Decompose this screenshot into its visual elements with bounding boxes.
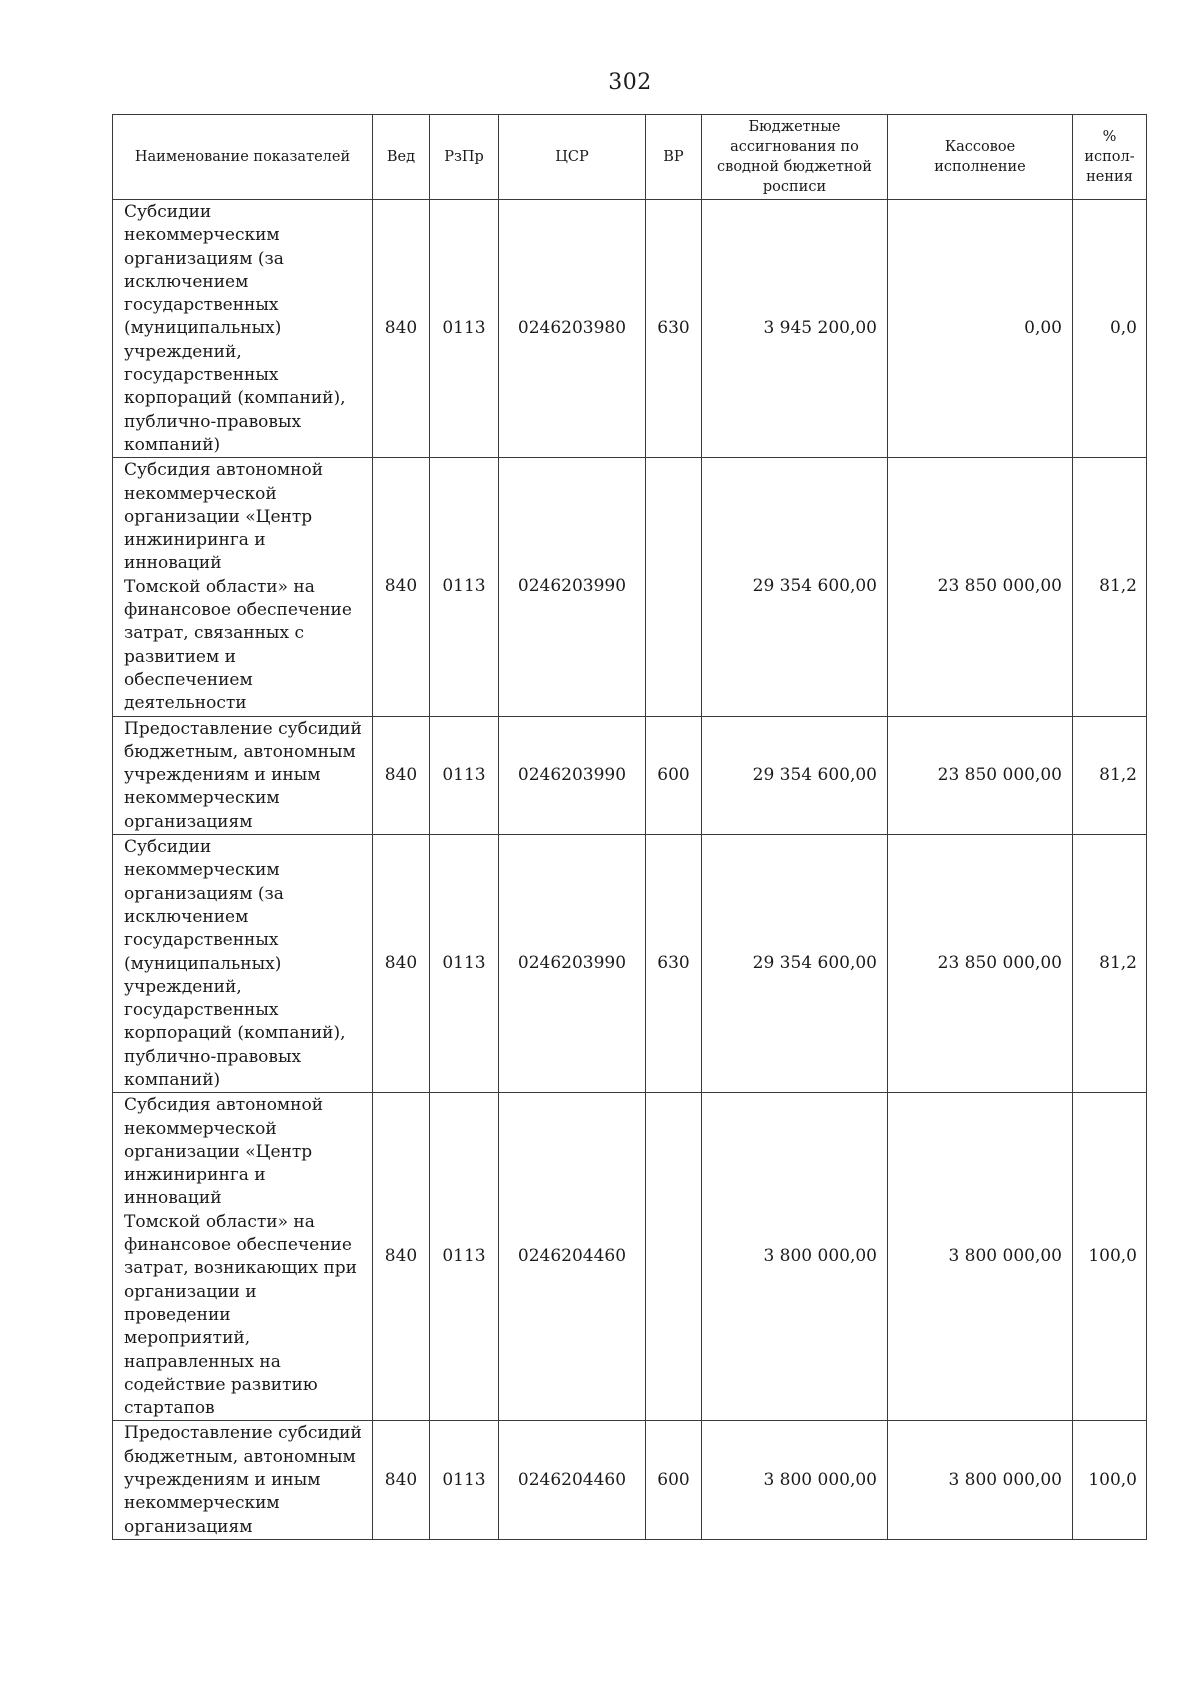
row-indicator-name [113, 458, 373, 716]
row-indicator-name [113, 1093, 373, 1421]
cell-percent-execution: 81,2 [1073, 716, 1147, 834]
cell-cash-execution: 23 850 000,00 [888, 716, 1073, 834]
cell-vr [646, 1093, 702, 1421]
indicator-name-line: организации «Центр [124, 1141, 313, 1162]
cell-budget-allocation: 29 354 600,00 [702, 835, 888, 1093]
cell-cash-execution: 23 850 000,00 [888, 835, 1073, 1093]
indicator-name-line: организации и проведении [124, 1281, 257, 1325]
header-budget-line: ассигнования по [730, 139, 859, 155]
budget-execution-table [112, 114, 1147, 1540]
indicator-name-line: Субсидии некоммерческим [124, 202, 280, 246]
indicator-name-line: некоммерческой [124, 483, 277, 504]
header-cash-line: исполнение [934, 159, 1026, 175]
cell-percent-execution: 100,0 [1073, 1093, 1147, 1421]
indicator-name-line: финансовое обеспечение [124, 600, 352, 621]
header-percent-execution [1073, 115, 1147, 200]
table-header-row [113, 115, 1147, 200]
cell-percent-execution: 100,0 [1073, 1421, 1147, 1539]
indicator-name-line: государственных [124, 365, 279, 386]
cell-percent-execution: 0,0 [1073, 200, 1147, 458]
cell-ved: 840 [373, 200, 430, 458]
indicator-name-line: Предоставление субсидий [124, 718, 362, 739]
indicator-name-line: Томской области» на [124, 1211, 315, 1232]
cell-rzpr: 0113 [430, 200, 499, 458]
indicator-name-line: Томской области» на [124, 576, 315, 597]
indicator-name-line: государственных [124, 930, 279, 951]
indicator-name-line: публично-правовых [124, 411, 302, 432]
indicator-name-line: государственных [124, 1000, 279, 1021]
indicator-name-line: содействие развитию [124, 1374, 318, 1395]
cell-budget-allocation: 3 945 200,00 [702, 200, 888, 458]
header-vr: ВР [646, 115, 702, 200]
indicator-name-line: мероприятий, [124, 1328, 251, 1349]
cell-percent-execution: 81,2 [1073, 458, 1147, 716]
cell-csr: 0246204460 [499, 1093, 646, 1421]
indicator-name-line: компаний) [124, 1069, 221, 1090]
indicator-name-line: организациям (за [124, 883, 284, 904]
cell-ved: 840 [373, 458, 430, 716]
indicator-name-line: Субсидия автономной [124, 1095, 324, 1116]
header-budget-allocations [702, 115, 888, 200]
indicator-name-line: публично-правовых [124, 1046, 302, 1067]
indicator-name-line: корпораций (компаний), [124, 388, 346, 409]
table-row [113, 1093, 1147, 1421]
indicator-name-line: Субсидия автономной [124, 460, 324, 481]
table-row [113, 1421, 1147, 1539]
indicator-name-line: учреждениям и иным [124, 1470, 321, 1491]
header-name: Наименование показателей [113, 115, 373, 200]
row-indicator-name [113, 716, 373, 834]
row-indicator-name [113, 1421, 373, 1539]
indicator-name-line: организациям (за [124, 248, 284, 269]
cell-ved: 840 [373, 835, 430, 1093]
cell-ved: 840 [373, 1093, 430, 1421]
cell-vr: 600 [646, 716, 702, 834]
indicator-name-line: затрат, связанных с [124, 623, 304, 644]
cell-rzpr: 0113 [430, 716, 499, 834]
cell-csr: 0246204460 [499, 1421, 646, 1539]
cell-csr: 0246203990 [499, 835, 646, 1093]
cell-budget-allocation: 29 354 600,00 [702, 716, 888, 834]
indicator-name-line: инжиниринга и инноваций [124, 530, 266, 574]
indicator-name-line: (муниципальных) [124, 318, 282, 339]
row-indicator-name [113, 200, 373, 458]
cell-rzpr: 0113 [430, 1421, 499, 1539]
cell-budget-allocation: 3 800 000,00 [702, 1093, 888, 1421]
header-pct-line: % [1102, 129, 1117, 145]
header-cash-line: Кассовое [944, 139, 1016, 155]
cell-csr: 0246203990 [499, 716, 646, 834]
row-indicator-name [113, 835, 373, 1093]
indicator-name-line: организации «Центр [124, 506, 313, 527]
header-rzpr: РзПр [430, 115, 499, 200]
cell-cash-execution: 0,00 [888, 200, 1073, 458]
indicator-name-line: направленных на [124, 1351, 281, 1372]
cell-vr: 630 [646, 200, 702, 458]
header-budget-line: Бюджетные [748, 119, 841, 135]
indicator-name-line: некоммерческим [124, 1493, 280, 1514]
cell-csr: 0246203990 [499, 458, 646, 716]
indicator-name-line: компаний) [124, 434, 221, 455]
header-budget-line: сводной бюджетной [717, 159, 872, 175]
cell-ved: 840 [373, 716, 430, 834]
indicator-name-line: организациям [124, 1516, 253, 1537]
indicator-name-line: (муниципальных) [124, 953, 282, 974]
indicator-name-line: некоммерческой [124, 1118, 277, 1139]
table-row [113, 458, 1147, 716]
cell-vr: 630 [646, 835, 702, 1093]
table-body [113, 200, 1147, 1540]
table-row [113, 200, 1147, 458]
indicator-name-line: развитием и обеспечением [124, 646, 253, 690]
indicator-name-line: учреждениям и иным [124, 765, 321, 786]
indicator-name-line: организациям [124, 811, 253, 832]
cell-csr: 0246203980 [499, 200, 646, 458]
indicator-name-line: некоммерческим [124, 788, 280, 809]
indicator-name-line: бюджетным, автономным [124, 741, 356, 762]
header-pct-line: испол- [1084, 149, 1135, 165]
indicator-name-line: учреждений, [124, 976, 242, 997]
indicator-name-line: Субсидии некоммерческим [124, 837, 280, 881]
page-number: 302 [608, 70, 652, 95]
indicator-name-line: инжиниринга и инноваций [124, 1165, 266, 1209]
cell-rzpr: 0113 [430, 1093, 499, 1421]
header-ved: Вед [373, 115, 430, 200]
indicator-name-line: исключением [124, 906, 249, 927]
cell-cash-execution: 3 800 000,00 [888, 1093, 1073, 1421]
header-csr: ЦСР [499, 115, 646, 200]
table-row [113, 716, 1147, 834]
indicator-name-line: стартапов [124, 1398, 215, 1419]
cell-rzpr: 0113 [430, 458, 499, 716]
indicator-name-line: финансовое обеспечение [124, 1235, 352, 1256]
cell-vr [646, 458, 702, 716]
cell-cash-execution: 3 800 000,00 [888, 1421, 1073, 1539]
header-cash-execution [888, 115, 1073, 200]
indicator-name-line: учреждений, [124, 341, 242, 362]
table-row [113, 835, 1147, 1093]
indicator-name-line: затрат, возникающих при [124, 1258, 358, 1279]
indicator-name-line: исключением [124, 271, 249, 292]
cell-percent-execution: 81,2 [1073, 835, 1147, 1093]
indicator-name-line: Предоставление субсидий [124, 1423, 362, 1444]
cell-budget-allocation: 3 800 000,00 [702, 1421, 888, 1539]
indicator-name-line: деятельности [124, 693, 247, 714]
header-budget-line: росписи [762, 179, 827, 195]
indicator-name-line: корпораций (компаний), [124, 1023, 346, 1044]
indicator-name-line: государственных [124, 295, 279, 316]
cell-rzpr: 0113 [430, 835, 499, 1093]
cell-cash-execution: 23 850 000,00 [888, 458, 1073, 716]
cell-vr: 600 [646, 1421, 702, 1539]
cell-ved: 840 [373, 1421, 430, 1539]
cell-budget-allocation: 29 354 600,00 [702, 458, 888, 716]
indicator-name-line: бюджетным, автономным [124, 1446, 356, 1467]
header-pct-line: нения [1086, 169, 1133, 185]
